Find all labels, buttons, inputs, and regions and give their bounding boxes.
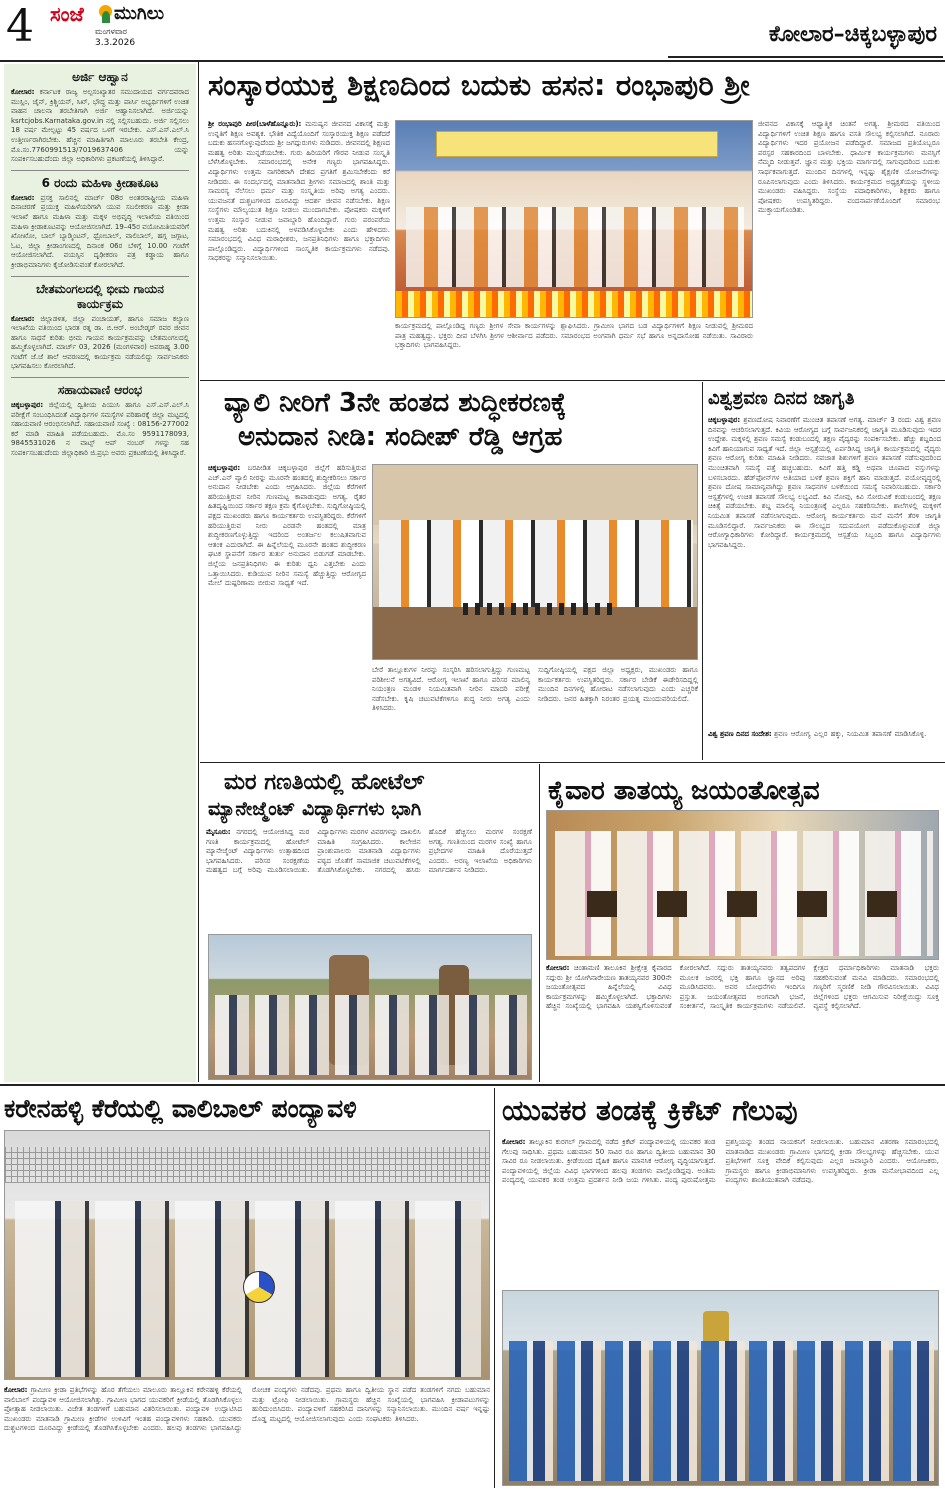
article-5 bbox=[542, 766, 943, 1082]
microphones bbox=[463, 603, 613, 615]
filler-text: ಶ್ರವಣ ಆರೋಗ್ಯ ಎಲ್ಲರ ಹಕ್ಕು, ನಿಯಮಿತ ತಪಾಸಣೆ ಮಾಡಿಸಿಕೊಳ್ಳಿ. bbox=[773, 730, 927, 738]
sidebar-text-4: ಜಿಲ್ಲೆಯಲ್ಲಿ ದ್ವಿತೀಯ ಪಿಯುಸಿ ಹಾಗೂ ಎಸ್.ಎಸ್.ಎಲ್.ಸಿ ಪರೀಕ್ಷೆಗೆ ಸಂಬಂಧಿಸಿದಂತೆ ವಿದ್ಯಾರ್ಥಿಗಳ ಸಮಸ್ಯೆಗಳ ಪರಿಹಾರಕ್ಕೆ ಜಿಲ್ಲಾ ಮಟ್ಟದಲ್ಲಿ ಸಹಾಯವಾಣಿ ಆರಂಭಿಸಲಾಗಿದೆ. ಸಹಾಯವಾಣಿ ಸಂಖ್ಯೆ : 08156-277002 ಕರೆ ಮಾಡಿ ಮಾಹಿತಿ ಪಡೆಯಬಹುದು. ಮೊ.ಸಂ 9591178093, 9845531026 ನ ವಾಟ್ಸ್ ಆಪ್ ನಂಬರ್ ಗಳನ್ನು ಸಹ ಸಂಪರ್ಕಿಸಬಹುದೆಂದು ಜಿಲ್ಲಾಧಿಕಾರಿ ಜಿ.ಪ್ರಭು ಅವರು ಪ್ರಕಟಣೆಯಲ್ಲಿ ತಿಳಿಸಿದ್ದಾರೆ. bbox=[11, 401, 189, 458]
sidebar-dateline-2: ಕೋಲಾರ: bbox=[11, 193, 35, 202]
divider-a6-a7 bbox=[494, 1088, 495, 1488]
article-1-col-3: ಜೀವನದ ವಿಕಾಸಕ್ಕೆ ಆಧ್ಯಾತ್ಮಿಕ ಚಿಂತನೆ ಅಗತ್ಯ. ಶ್ರೀಮಠದ ವತಿಯಿಂದ ವಿದ್ಯಾರ್ಥಿಗಳಿಗೆ ಉಚಿತ ಶಿಕ್ಷಣ ಹಾಗೂ ವಸತಿ ಸೌಲಭ್ಯ ಕಲ್ಪಿಸಲಾಗಿದೆ. ನೂರಾರು ವಿದ್ಯಾರ್ಥಿಗಳು ಇದರ ಪ್ರಯೋಜನ ಪಡೆದಿದ್ದಾರೆ. ಸಮಾಜದ ಪ್ರತಿಯೊಬ್ಬರೂ ಪರಸ್ಪರ ಸಹಕಾರದಿಂದ ಬಾಳಬೇಕು. ಧಾರ್ಮಿಕ ಕಾರ್ಯಕ್ರಮಗಳು ಮನಸ್ಸಿಗೆ ನೆಮ್ಮದಿ ನೀಡುತ್ತವೆ. ಜ್ಞಾನ ಮತ್ತು ಭಕ್ತಿಯ ಮಾರ್ಗದಲ್ಲಿ ಸಾಗುವುದರಿಂದ ಬದುಕು ಸಾರ್ಥಕವಾಗುತ್ತದೆ. ಮುಂದಿನ ದಿನಗಳಲ್ಲಿ ಇನ್ನಷ್ಟು ಶೈಕ್ಷಣಿಕ ಯೋಜನೆಗಳನ್ನು ರೂಪಿಸಲಾಗುವುದು ಎಂದು ತಿಳಿಸಿದರು. ಕಾರ್ಯಕ್ರಮದ ಅಧ್ಯಕ್ಷತೆಯನ್ನು ಸ್ಥಳೀಯ ಮುಖಂಡರು ವಹಿಸಿದ್ದರು. ಸಂಸ್ಥೆಯ ಪದಾಧಿಕಾರಿಗಳು, ಶಿಕ್ಷಕರು ಹಾಗೂ ಪೋಷಕರು ಉಪಸ್ಥಿತರಿದ್ದರು. ವಂದನಾರ್ಪಣೆಯೊಂದಿಗೆ ಸಮಾರಂಭ ಮುಕ್ತಾಯಗೊಂಡಿತು. bbox=[758, 120, 940, 215]
date: 3.3.2026 bbox=[95, 38, 136, 48]
filler-text: ಜಿಲ್ಲಾ ಆಸ್ಪತ್ರೆಯಲ್ಲಿ ಏರ್ಪಡಿಸಿದ್ದ ಜಾಗೃತಿ ಕಾರ್ಯಕ್ರಮದಲ್ಲಿ ವೈದ್ಯರು ಶ್ರವಣ ಆರೋಗ್ಯ ಕುರಿತು ಮಾಹಿತಿ ನೀಡಿದರು. ನವಜಾತ ಶಿಶುಗಳಿಗೆ ಶ್ರವಣ ತಪಾಸಣೆ ನಡೆಸುವುದರಿಂದ ಮುಂಚಿತವಾಗಿ ಸಮಸ್ಯೆ ಪತ್ತೆ ಹಚ್ಚಬಹುದು. ಕಿವಿಗೆ ಹತ್ತಿ ಕಡ್ಡಿ ಅಥವಾ ಚೂಪಾದ ವಸ್ತುಗಳನ್ನು ಬಳಸಬಾರದು. ಹೆಡ್‌ಫೋನ್‌ಗಳ ಅತಿಯಾದ ಬಳಕೆ ಶ್ರವಣ ಶಕ್ತಿಗೆ ಹಾನಿ ಮಾಡುತ್ತದೆ. ವಯೋವೃದ್ಧರಲ್ಲಿ ಶ್ರವಣ ದೋಷ ಸಾಮಾನ್ಯವಾಗಿದ್ದು ಶ್ರವಣ ಸಾಧನಗಳ ಬಳಕೆಯಿಂದ ಸಮಸ್ಯೆ ನಿವಾರಿಸಬಹುದು. ಸರ್ಕಾರಿ ಆಸ್ಪತ್ರೆಗಳಲ್ಲಿ ಉಚಿತ ತಪಾಸಣೆ ಸೌಲಭ್ಯ ಲಭ್ಯವಿದೆ. ಕಿವಿ ನೋವು, ಕಿವಿ ಸೋರುವಿಕೆ ಕಂಡುಬಂದಲ್ಲಿ ತಕ್ಷಣ ಚಿಕಿತ್ಸೆ ಪಡೆಯಬೇಕು. ಶಬ್ದ ಮಾಲಿನ್ಯ ನಿಯಂತ್ರಣಕ್ಕೆ ಎಲ್ಲರೂ ಸಹಕರಿಸಬೇಕು. ಶಾಲೆಗಳಲ್ಲಿ ಮಕ್ಕಳಿಗೆ ನಿಯಮಿತ ತಪಾಸಣೆ ನಡೆಸಲಾಗುವುದು. ಆರೋಗ್ಯ ಕಾರ್ಯಕರ್ತರು ಮನೆ ಮನೆಗೆ ತೆರಳಿ ಜಾಗೃತಿ ಮೂಡಿಸಲಿದ್ದಾರೆ. ಸಾರ್ವಜನಿಕರು ಈ ಸೌಲಭ್ಯದ ಸದುಪಯೋಗ ಪಡೆದುಕೊಳ್ಳುವಂತೆ ಜಿಲ್ಲಾ ಆರೋಗ್ಯಾಧಿಕಾರಿಗಳು ಕೋರಿದ್ದಾರೆ. ಕಾರ್ಯಕ್ರಮದಲ್ಲಿ ಆಸ್ಪತ್ರೆಯ ಸಿಬ್ಬಂದಿ ಹಾಗೂ ವಿದ್ಯಾರ್ಥಿಗಳು ಭಾಗವಹಿಸಿದ್ದರು. bbox=[708, 444, 941, 549]
filler-text: ಪಂದ್ಯಾವಳಿ ಉದ್ಘಾಟಿಸಿದ ಮುಖಂಡರು ಮಾತನಾಡಿ ಗ್ರಾಮೀಣ ಕ್ರೀಡೆಗಳ ಉಳಿವಿಗೆ ಇಂತಹ ಪಂದ್ಯಾವಳಿಗಳು ಸಹಕಾರಿ. ಯುವಕರು ದುಶ್ಚಟಗಳಿಂದ ದೂರವಿದ್ದು ಕ್ರೀಡೆಯಲ್ಲಿ ತೊಡಗಿಸಿಕೊಳ್ಳಬೇಕು ಎಂದರು. ಹಲವು ತಂಡಗಳು ಭಾಗವಹಿಸಿದ್ದು ರೋಚಕ ಪಂದ್ಯಗಳು ನಡೆದವು. ಪ್ರಥಮ ಹಾಗೂ ದ್ವಿತೀಯ ಸ್ಥಾನ ಪಡೆದ ತಂಡಗಳಿಗೆ ನಗದು ಬಹುಮಾನ ಮತ್ತು ಟ್ರೋಫಿ ನೀಡಲಾಯಿತು. ಗ್ರಾಮಸ್ಥರು ಹೆಚ್ಚಿನ ಸಂಖ್ಯೆಯಲ್ಲಿ ಭಾಗವಹಿಸಿ ಕ್ರೀಡಾಪಟುಗಳನ್ನು ಹುರಿದುಂಬಿಸಿದರು. ಪಂದ್ಯಾವಳಿಗೆ ಸಹಕರಿಸಿದ ದಾನಿಗಳನ್ನು ಸನ್ಮಾನಿಸಲಾಯಿತು. ಮುಂದಿನ ವರ್ಷ ಇನ್ನಷ್ಟು ದೊಡ್ಡ ಮಟ್ಟದಲ್ಲಿ ಆಯೋಜಿಸಲಾಗುವುದು ಎಂದು ಸಂಘಟಕರು ತಿಳಿಸಿದರು. bbox=[4, 1386, 490, 1433]
article-6-text: ಗ್ರಾಮೀಣ ಕ್ರೀಡಾ ಪ್ರತಿಭೆಗಳನ್ನು ಹೊರ ತೆಗೆಯಲು ಮಾಲೂರು ತಾಲ್ಲೂಕಿನ ಕರೇನಹಳ್ಳಿ ಕೆರೆಯಲ್ಲಿ ವಾಲಿಬಾಲ್ ಪಂದ್ಯಾವಳಿ ಆಯೋಜಿಸಲಾಗಿತ್ತು. ಗ್ರಾಮೀಣ ಭಾಗದ ಯುವಕರಿಗೆ ಕ್ರೀಡೆಯಲ್ಲಿ ತೊಡಗಿಸಿಕೊಳ್ಳಲು ಪ್ರೋತ್ಸಾಹ ನೀಡಲಾಯಿತು. ವಿಜೇತ ತಂಡಗಳಿಗೆ ಬಹುಮಾನ ವಿತರಿಸಲಾಯಿತು. bbox=[4, 1386, 243, 1414]
article-2 bbox=[202, 384, 700, 759]
article-6-dateline: ಕೋಲಾರ: bbox=[4, 1386, 28, 1394]
article-6-body bbox=[4, 1386, 490, 1486]
article-1-headline: ಸಂಸ್ಕಾರಯುಕ್ತ ಶಿಕ್ಷಣದಿಂದ ಬದುಕು ಹಸನ: ರಂಭಾಪುರಿ ಶ್ರೀ bbox=[208, 68, 750, 102]
divider-a4-a5 bbox=[539, 764, 540, 1082]
press-banner bbox=[373, 465, 698, 525]
people-row bbox=[406, 207, 744, 287]
sidebar-rule bbox=[198, 62, 199, 1082]
article-7-photo bbox=[502, 1290, 939, 1486]
article-4-text: ನಗರದಲ್ಲಿ ಆಯೋಜಿಸಿದ್ದ ಮರ ಗಣತಿ ಕಾರ್ಯಕ್ರಮದಲ್ಲಿ ಹೋಟೆಲ್ ಮ್ಯಾನೇಜ್ಮೆಂಟ್ ವಿದ್ಯಾರ್ಥಿಗಳು ಉತ್ಸಾಹದಿಂದ ಭಾಗವಹಿಸಿದರು. ಪರಿಸರ ಸಂರಕ್ಷಣೆಯ ಮಹತ್ವದ ಬಗ್ಗೆ ಅರಿವು ಮೂಡಿಸಲಾಯಿತು. ವಿದ್ಯಾರ್ಥಿಗಳು ಮರಗಳ ವಿವರಗಳನ್ನು ದಾಖಲಿಸಿ ಮಾಹಿತಿ ಸಂಗ್ರಹಿಸಿದರು. bbox=[206, 828, 421, 875]
article-5-dateline: ಕೋಲಾರ: bbox=[546, 964, 570, 972]
article-5-headline: ಕೈವಾರ ತಾತಯ್ಯ ಜಯಂತೋತ್ಸವ bbox=[548, 776, 820, 806]
sidebar-para-2 bbox=[11, 194, 189, 271]
filler-text: ಕೆರೆಗಳಿಗೆ ಹರಿಯುತ್ತಿರುವ ನೀರು ಎರಡನೇ ಹಂತದಲ್ಲಿ ಮಾತ್ರ ಶುದ್ಧೀಕರಣಗೊಳ್ಳುತ್ತಿದ್ದು ಇದರಿಂದ ಅಂತರ್ಜಲ ಕಲುಷಿತವಾಗುವ ಆತಂಕ ಎದುರಾಗಿದೆ. ಈ ಹಿನ್ನೆಲೆಯಲ್ಲಿ ಮೂರನೇ ಹಂತದ ಶುದ್ಧೀಕರಣ ಘಟಕ ಸ್ಥಾಪನೆಗೆ ಸರ್ಕಾರ ತುರ್ತು ಅನುದಾನ ಬಿಡುಗಡೆ ಮಾಡಬೇಕು. ಜಿಲ್ಲೆಯ ಜನಪ್ರತಿನಿಧಿಗಳು ಈ ಕುರಿತು ಧ್ವನಿ ಎತ್ತಬೇಕು ಎಂದು ಒತ್ತಾಯಿಸಿದರು. ಕುಡಿಯುವ ನೀರಿನ ಸಮಸ್ಯೆ ಹೆಚ್ಚುತ್ತಿದ್ದು ಆರೋಗ್ಯದ ಮೇಲೆ ದುಷ್ಪರಿಣಾಮ ಬೀರುವ ಸಾಧ್ಯತೆ ಇದೆ. bbox=[208, 511, 366, 588]
article-5-body bbox=[546, 964, 939, 1080]
filler-text: ಈ ಸಂದರ್ಭದಲ್ಲಿ ಮಾತನಾಡಿದ ಶ್ರೀಗಳು ಸಮಾಜದಲ್ಲಿ ಶಾಂತಿ ಮತ್ತು ಸಾಮರಸ್ಯ ನೆಲೆಸಲು ಧರ್ಮ ಮತ್ತು ಸಂಸ್ಕೃತಿಯ ಅರಿವು ಅಗತ್ಯ ಎಂದರು. ಯುವಜನತೆ ದುಶ್ಚಟಗಳಿಂದ ದೂರವಿದ್ದು ಆದರ್ಶ ಜೀವನ ನಡೆಸಬೇಕು. ಶಿಕ್ಷಣ ಸಂಸ್ಥೆಗಳು ಮೌಲ್ಯಯುತ ಶಿಕ್ಷಣ ನೀಡಲು ಮುಂದಾಗಬೇಕು. ಪೋಷಕರು ಮಕ್ಕಳಿಗೆ ಉತ್ತಮ ಸಂಸ್ಕಾರ ನೀಡುವ ಜವಾಬ್ದಾರಿ ಹೊಂದಿದ್ದಾರೆ. ಗುರು ಪರಂಪರೆಯ ಮಹತ್ವ ಅರಿತು ಬದುಕಿನಲ್ಲಿ ಅಳವಡಿಸಿಕೊಳ್ಳಬೇಕು ಎಂದು ಹೇಳಿದರು. ಸಮಾರಂಭದಲ್ಲಿ ವಿವಿಧ ಮಠಾಧೀಶರು, ಜನಪ್ರತಿನಿಧಿಗಳು ಹಾಗೂ ಭಕ್ತಾದಿಗಳು ಪಾಲ್ಗೊಂಡಿದ್ದರು. ವಿದ್ಯಾರ್ಥಿಗಳಿಂದ ಸಾಂಸ್ಕೃತಿಕ ಕಾರ್ಯಕ್ರಮಗಳು ನಡೆದವು. ಸಾಧಕರನ್ನು ಸನ್ಮಾನಿಸಲಾಯಿತು. bbox=[208, 177, 390, 263]
team-group bbox=[509, 1341, 934, 1481]
article-4-headline-2: ಮ್ಯಾನೇಜ್ಮೆಂಟ್ ವಿದ್ಯಾರ್ಥಿಗಳು ಭಾಗಿ bbox=[208, 798, 422, 820]
sidebar-dateline-4: ಚಿಕ್ಕಬಳ್ಳಾಪುರ: bbox=[11, 401, 44, 410]
divider bbox=[11, 377, 189, 378]
sidebar-para-3 bbox=[11, 315, 189, 373]
article-4 bbox=[202, 766, 536, 1082]
people-row bbox=[379, 520, 693, 610]
weekday: ಮಂಗಳವಾರ bbox=[95, 27, 128, 36]
article-2-headline-1: ವ್ಯಾಲಿ ನೀರಿಗೆ 3ನೇ ಹಂತದ ಶುದ್ಧೀಕರಣಕ್ಕೆ bbox=[224, 388, 567, 418]
article-4-headline-1: ಮರ ಗಣತಿಯಲ್ಲಿ ಹೋಟೆಲ್ bbox=[224, 770, 425, 795]
logo-left: ಸಂಜೆ bbox=[50, 2, 84, 26]
filler-text: ಸದ್ಗುರು ತಾತಯ್ಯನವರು ತತ್ವಪದಗಳ ಮೂಲಕ ಜನರಲ್ಲಿ ಭಕ್ತಿ ಹಾಗೂ ಜ್ಞಾನದ ಅರಿವು ಮೂಡಿಸಿದವರು. ಅವರ ಬೋಧನೆಗಳು ಇಂದಿಗೂ ಪ್ರಸ್ತುತ. ಜಯಂತೋತ್ಸವದ ಅಂಗವಾಗಿ ಭಜನೆ, ಸಂಕೀರ್ತನೆ, ಸಾಂಸ್ಕೃತಿಕ ಕಾರ್ಯಕ್ರಮಗಳು ನಡೆಯಲಿವೆ. ಕ್ಷೇತ್ರದ ಧರ್ಮಾಧಿಕಾರಿಗಳು ಮಾತನಾಡಿ ಭಕ್ತರು ಸಹಕರಿಸುವಂತೆ ಮನವಿ ಮಾಡಿದರು. ಸಮಾರಂಭದಲ್ಲಿ ಗಣ್ಯರಿಗೆ ಸ್ಮರಣಿಕೆ ನೀಡಿ ಗೌರವಿಸಲಾಯಿತು. ವಿವಿಧ ಜಿಲ್ಲೆಗಳಿಂದ ಭಕ್ತರು ಆಗಮಿಸುವ ನಿರೀಕ್ಷೆಯಿದ್ದು ಸೂಕ್ತ ವ್ಯವಸ್ಥೆ ಕಲ್ಪಿಸಲಾಗಿದೆ. bbox=[679, 964, 939, 1011]
article-1-photo bbox=[395, 120, 753, 318]
article-1-col-2b: ಕಾರ್ಯಕ್ರಮದಲ್ಲಿ ಪಾಲ್ಗೊಂಡಿದ್ದ ಗಣ್ಯರು ಶ್ರೀಗಳ ಸೇವಾ ಕಾರ್ಯಗಳನ್ನು ಶ್ಲಾಘಿಸಿದರು. ಗ್ರಾಮೀಣ ಭಾಗದ ಬಡ ವಿದ್ಯಾರ್ಥಿಗಳಿಗೆ ಶಿಕ್ಷಣ ನೀಡುವಲ್ಲಿ ಶ್ರೀಮಠದ ಪಾತ್ರ ಮಹತ್ವದ್ದು. ಭಕ್ತರು ದೀಪ ಬೆಳಗಿಸಿ ಶ್ರೀಗಳ ಆಶೀರ್ವಾದ ಪಡೆದರು. ಸಮಾರಂಭದ ಅಂಗವಾಗಿ ಧರ್ಮ ಸಭೆ ಹಾಗೂ ಅನ್ನದಾಸೋಹ ನಡೆಯಿತು. ಸಾವಿರಾರು ಭಕ್ತಾದಿಗಳು ಭಾಗವಹಿಸಿದ್ದರು. bbox=[395, 322, 753, 350]
volleyball bbox=[243, 1271, 275, 1303]
divider-bottom bbox=[0, 1084, 945, 1086]
sidebar-heading-2: 6 ರಂದು ಮಹಿಳಾ ಕ್ರೀಡಾಕೂಟ bbox=[41, 175, 159, 190]
divider-a2 bbox=[200, 762, 945, 763]
article-2-dateline: ಚಿಕ್ಕಬಳ್ಳಾಪುರ: bbox=[208, 464, 241, 472]
sidebar-heading-1: ಅರ್ಜಿ ಆಹ್ವಾನ bbox=[72, 70, 128, 84]
photo-frames bbox=[587, 891, 907, 917]
article-6-headline: ಕರೇನಹಳ್ಳಿ ಕೆರೆಯಲ್ಲಿ ವಾಲಿಬಾಲ್ ಪಂದ್ಯಾವಳಿ bbox=[4, 1094, 357, 1123]
article-1-dateline: ಶ್ರೀ ರಂಭಾಪುರಿ ಪೀಠ(ಬಾಳೆಹೊನ್ನೂರು): bbox=[208, 120, 302, 128]
article-1-col-1 bbox=[208, 120, 390, 376]
article-7-body bbox=[502, 1138, 939, 1284]
sidebar-text-3: ಜಿಲ್ಲಾಡಳಿತ, ಜಿಲ್ಲಾ ಪಂಚಾಯತ್, ಹಾಗೂ ಸಮಾಜ ಕಲ್ಯಾಣ ಇಲಾಖೆಯ ವತಿಯಿಂದ ಭಾರತ ರತ್ನ ಡಾ. ಬಿ.ಆರ್. ಅಂಬೇಡ್ಕರ್ ರವರ ಜೀವನ ಹಾಗೂ ಸಾಧನೆ ಕುರಿತು ಭೀಮ ಗಾಯನ ಕಾರ್ಯಕ್ರಮವನ್ನು ಬೇತಮಂಗಲದಲ್ಲಿ ಹಮ್ಮಿಕೊಳ್ಳಲಾಗಿದೆ. ಮಾರ್ಚ್ 03, 2026 (ಮಂಗಳವಾರ) ಅಪರಾಹ್ನ 3.00 ಗಂಟೆಗೆ ಜೆ.ಜೆ ಶಾಲೆ ಆವರಣದಲ್ಲಿ ಕಾರ್ಯಕ್ರಮ ನಡೆಯಲಿದ್ದು ಸಾರ್ವಜನಿಕರು ಭಾಗವಹಿಸಲು ಕೋರಲಾಗಿದೆ. bbox=[11, 314, 189, 371]
article-4-dateline: ಮೈಸೂರು: bbox=[206, 828, 231, 836]
article-3 bbox=[706, 384, 943, 759]
divider-a2-a3 bbox=[702, 382, 703, 760]
article-7-headline: ಯುವಕರ ತಂಡಕ್ಕೆ ಕ್ರಿಕೆಟ್ ಗೆಲುವು bbox=[502, 1094, 798, 1127]
article-2-headline-2: ಅನುದಾನ ನೀಡಿ: ಸಂದೀಪ್ ರೆಡ್ಡಿ ಆಗ್ರಹ bbox=[238, 422, 563, 452]
article-1 bbox=[202, 64, 942, 378]
article-6-photo bbox=[4, 1130, 490, 1380]
stage-banner bbox=[436, 131, 718, 157]
article-3-footer bbox=[708, 730, 941, 758]
section-banner bbox=[668, 18, 943, 58]
logo-right: ಮುಗಿಲು bbox=[114, 3, 165, 24]
filler-text: ಕಾಲೇಜಿನ ಪ್ರಾಂಶುಪಾಲರು ಮಾತನಾಡಿ ವಿದ್ಯಾರ್ಥಿಗಳು ಪಠ್ಯದ ಜೊತೆಗೆ ಸಾಮಾಜಿಕ ಚಟುವಟಿಕೆಗಳಲ್ಲಿ ತೊಡಗಿಸಿಕೊಳ್ಳಬೇಕು. ನಗರದಲ್ಲಿ ಹಸಿರು ಹೊದಿಕೆ ಹೆಚ್ಚಿಸಲು ಮರಗಳ ಸಂರಕ್ಷಣೆ ಅಗತ್ಯ. ಗಣತಿಯಿಂದ ಮರಗಳ ಸಂಖ್ಯೆ ಹಾಗೂ ಪ್ರಭೇದಗಳ ಮಾಹಿತಿ ದೊರೆಯುತ್ತದೆ ಎಂದರು. ಅರಣ್ಯ ಇಲಾಖೆಯ ಅಧಿಕಾರಿಗಳು ಮಾರ್ಗದರ್ಶನ ನೀಡಿದರು. bbox=[317, 828, 532, 875]
article-2-col-3: ಸುದ್ದಿಗೋಷ್ಠಿಯಲ್ಲಿ ಪಕ್ಷದ ಜಿಲ್ಲಾ ಅಧ್ಯಕ್ಷರು, ಮುಖಂಡರು ಹಾಗೂ ಕಾರ್ಯಕರ್ತರು ಉಪಸ್ಥಿತರಿದ್ದರು. ಸರ್ಕಾರ ಬೇಡಿಕೆ ಈಡೇರಿಸದಿದ್ದಲ್ಲಿ ಮುಂದಿನ ದಿನಗಳಲ್ಲಿ ಹೋರಾಟ ನಡೆಸಲಾಗುವುದು ಎಂದು ಎಚ್ಚರಿಕೆ ನೀಡಿದರು. ಜನರ ಹಿತಕ್ಕಾಗಿ ನಿರಂತರ ಪ್ರಯತ್ನ ಮುಂದುವರಿಯಲಿದೆ. bbox=[538, 666, 698, 703]
article-3-footer-label: ವಿಶ್ವ ಶ್ರವಣ ದಿನದ ಸಂದೇಶ: bbox=[708, 730, 772, 738]
palm-icon bbox=[102, 11, 110, 23]
masthead-logo bbox=[50, 2, 200, 30]
divider bbox=[11, 170, 189, 171]
sidebar bbox=[4, 64, 196, 1082]
article-3-text: ಶ್ರವಣದೋಷ ನಿವಾರಣೆಗೆ ಮುಂಚಿತ ತಪಾಸಣೆ ಅಗತ್ಯ. ಮಾರ್ಚ್ 3 ರಂದು ವಿಶ್ವ ಶ್ರವಣ ದಿನವನ್ನು ಆಚರಿಸಲಾಗುತ್ತದೆ. ಕಿವಿಯ ಆರೋಗ್ಯದ ಬಗ್ಗೆ ಸಾರ್ವಜನಿಕರಲ್ಲಿ ಜಾಗೃತಿ ಮೂಡಿಸುವುದು ಇದರ ಉದ್ದೇಶ. ಮಕ್ಕಳಲ್ಲಿ ಶ್ರವಣ ಸಮಸ್ಯೆ ಕಂಡುಬಂದಲ್ಲಿ ತಕ್ಷಣ ವೈದ್ಯರನ್ನು ಸಂಪರ್ಕಿಸಬೇಕು. ಹೆಚ್ಚು ಶಬ್ದದಿಂದ ಕಿವಿಗೆ ಹಾನಿಯಾಗುವ ಸಾಧ್ಯತೆ ಇದೆ. bbox=[708, 416, 941, 453]
students-group bbox=[215, 995, 527, 1075]
volleyball-net bbox=[5, 1147, 490, 1183]
divider-a1 bbox=[200, 380, 945, 381]
article-7-dateline: ಕೋಲಾರ: bbox=[502, 1138, 526, 1146]
flower-decor bbox=[396, 291, 752, 317]
section-title: ಕೋಲಾರ–ಚಿಕ್ಕಬಳ್ಳಾಪುರ bbox=[768, 22, 937, 47]
article-2-photo bbox=[372, 464, 698, 660]
article-5-photo bbox=[546, 810, 939, 960]
sidebar-heading-3: ಬೇತಮಂಗಲದಲ್ಲಿ ಭೀಮ ಗಾಯನ ಕಾರ್ಯಕ್ರಮ bbox=[36, 281, 164, 311]
divider bbox=[11, 276, 189, 277]
article-3-dateline: ಚಿಕ್ಕಬಳ್ಳಾಪುರ: bbox=[708, 416, 741, 424]
sidebar-dateline-1: ಕೋಲಾರ: bbox=[11, 88, 35, 96]
article-6 bbox=[4, 1088, 490, 1488]
article-2-col-2: ಬೇರೆ ತಾಲ್ಲೂಕುಗಳ ನೀರನ್ನು ಸಂಸ್ಕರಿಸಿ ಹರಿಸಲಾಗುತ್ತಿದ್ದು ಗುಣಮಟ್ಟ ಪರಿಶೀಲನೆ ಅಗತ್ಯವಿದೆ. ಆರೋಗ್ಯ ಇಲಾಖೆ ಹಾಗೂ ಪರಿಸರ ಮಾಲಿನ್ಯ ನಿಯಂತ್ರಣ ಮಂಡಳಿ ನಿಯಮಿತವಾಗಿ ನೀರಿನ ಮಾದರಿ ಪರೀಕ್ಷೆ ನಡೆಸಬೇಕು. ಕೃಷಿ ಚಟುವಟಿಕೆಗಳಿಗೂ ಶುದ್ಧ ನೀರು ಅಗತ್ಯ ಎಂದು ತಿಳಿಸಿದರು. bbox=[372, 666, 530, 713]
article-7-text: ತಾಲ್ಲೂಕಿನ ಕುರಗಲ್ ಗ್ರಾಮದಲ್ಲಿ ನಡೆದ ಕ್ರಿಕೆಟ್ ಪಂದ್ಯಾವಳಿಯಲ್ಲಿ ಯುವಕರ ತಂಡ ಗೆಲುವು ಸಾಧಿಸಿತು. ಪ್ರಥಮ ಬಹುಮಾನ 50 ಸಾವಿರ ರೂ ಹಾಗೂ ದ್ವಿತೀಯ ಬಹುಮಾನ 30 ಸಾವಿರ ರೂ ನೀಡಲಾಯಿತು. ಕ್ರೀಡೆಯಿಂದ ದೈಹಿಕ ಹಾಗೂ ಮಾನಸಿಕ ಆರೋಗ್ಯ ವೃದ್ಧಿಯಾಗುತ್ತದೆ. bbox=[502, 1138, 716, 1166]
article-7 bbox=[498, 1088, 943, 1488]
article-1-text: ಮನುಷ್ಯನ ಜೀವನದ ವಿಕಾಸಕ್ಕೆ ಮತ್ತು ಉನ್ನತಿಗೆ ಶಿಕ್ಷಣ ಅವಶ್ಯಕ. ಭೌತಿಕ ವಿದ್ಯೆಯೊಂದಿಗೆ ಸಂಸ್ಕಾರಯುಕ್ತ ಶಿಕ್ಷಣ ಪಡೆದರೆ ಬದುಕು ಹಸನಗೊಳ್ಳುವುದೆಂದು ಶ್ರೀ ಜಗದ್ಗುರುಗಳು ನುಡಿದರು. ಜೀವನದಲ್ಲಿ ಶಿಕ್ಷಣದ ಮಹತ್ವ ಅರಿತು ಮುನ್ನಡೆಯಬೇಕು. ಗುರು ಹಿರಿಯರಿಗೆ ಗೌರವ ನೀಡುವ ಸಂಸ್ಕೃತಿ ಬೆಳೆಸಿಕೊಳ್ಳಬೇಕು. ಸಮಾರಂಭದಲ್ಲಿ ಅನೇಕ ಗಣ್ಯರು ಭಾಗವಹಿಸಿದ್ದರು. ವಿದ್ಯಾರ್ಥಿಗಳು ಉತ್ತಮ ನಾಗರಿಕರಾಗಿ ದೇಶದ ಪ್ರಗತಿಗೆ ಶ್ರಮಿಸಬೇಕೆಂದು ಕರೆ ನೀಡಿದರು. bbox=[208, 120, 390, 186]
masthead bbox=[0, 0, 945, 60]
sidebar-para-4 bbox=[11, 401, 189, 459]
article-4-photo bbox=[208, 934, 532, 1080]
sidebar-text-1: ಕರ್ನಾಟಕ ರಾಜ್ಯ ಅಲ್ಪಸಂಖ್ಯಾತರ ಸಮುದಾಯದ ವರ್ಗದವರಾದ ಮುಸ್ಲಿಂ, ಜೈನ್, ಕ್ರಿಶ್ಚಿಯನ್, ಸಿಖ್, ಭೌದ್ಧ ಮತ್ತು ಪಾರ್ಸಿ ಅಭ್ಯರ್ಥಿಗಳಿಗೆ ಉಚಿತ ವಾಹನ ಚಾಲನಾ ತರಬೇತಿಗಾಗಿ ಅರ್ಜಿ ಆಹ್ವಾನಿಸಲಾಗಿದೆ. ಅರ್ಜಿಯನ್ನು ksrtcjobs.Karnataka.gov.in ನಲ್ಲಿ ಸಲ್ಲಿಸಬಹುದು. ಅರ್ಜಿ ಸಲ್ಲಿಸಲು 18 ವರ್ಷ ಮೇಲ್ಪಟ್ಟು 45 ವರ್ಷದ ಒಳಗೆ ಇರಬೇಕು. ಎಸ್.ಎಸ್.ಎಲ್.ಸಿ ಉತ್ತೀರ್ಣರಾಗಿರಬೇಕು. ಹೆಚ್ಚಿನ ಮಾಹಿತಿಗಾಗಿ ಮಾಲೂರು ತರಬೇತಿ ಕೇಂದ್ರ, ಮೊ.ಸಂ.7760991513/7019637406 ಯನ್ನು ಸಂಪರ್ಕಿಸಬಹುದೆಂದು ಜಿಲ್ಲಾ ಅಧಿಕಾರಿಗಳು ಪ್ರಕಟಣೆಯಲ್ಲಿ ತಿಳಿಸಿದ್ದಾರೆ. bbox=[11, 88, 189, 164]
article-3-headline: ವಿಶ್ವಶ್ರವಣ ದಿನದ ಜಾಗೃತಿ bbox=[708, 388, 855, 409]
sidebar-heading-4: ಸಹಾಯವಾಣಿ ಆರಂಭ bbox=[57, 383, 143, 398]
sidebar-dateline-3: ಕೋಲಾರ: bbox=[11, 314, 35, 323]
masthead-rule bbox=[0, 60, 945, 62]
article-5-text: ಚಿಂತಾಮಣಿ ತಾಲೂಕಿನ ಶ್ರೀಕ್ಷೇತ್ರ ಕೈವಾರದ ಸದ್ಗುರು ಶ್ರೀ ಯೋಗಿನಾರೇಯಣ ತಾತಯ್ಯನವರ 300ನೇ ಜಯಂತೋತ್ಸವದ ಹಿನ್ನೆಲೆಯಲ್ಲಿ ವಿವಿಧ ಕಾರ್ಯಕ್ರಮಗಳನ್ನು ಹಮ್ಮಿಕೊಳ್ಳಲಾಗಿದೆ. ಭಕ್ತಾದಿಗಳು ಹೆಚ್ಚಿನ ಸಂಖ್ಯೆಯಲ್ಲಿ ಭಾಗವಹಿಸಿ ಯಶಸ್ವಿಗೊಳಿಸುವಂತೆ ಕೋರಲಾಗಿದೆ. bbox=[546, 964, 712, 1011]
filler-text: ಪಂದ್ಯಾವಳಿಯಲ್ಲಿ ಜಿಲ್ಲೆಯ ವಿವಿಧ ಭಾಗಗಳಿಂದ ಹಲವು ತಂಡಗಳು ಪಾಲ್ಗೊಂಡಿದ್ದವು. ಅಂತಿಮ ಪಂದ್ಯದಲ್ಲಿ ಯುವಕರ ತಂಡ ಉತ್ತಮ ಪ್ರದರ್ಶನ ನೀಡಿ ಜಯ ಗಳಿಸಿತು. ಪಂದ್ಯ ಪುರುಷೋತ್ತಮ ಪ್ರಶಸ್ತಿಯನ್ನು ತಂಡದ ನಾಯಕನಿಗೆ ನೀಡಲಾಯಿತು. ಬಹುಮಾನ ವಿತರಣಾ ಸಮಾರಂಭದಲ್ಲಿ ಮಾತನಾಡಿದ ಮುಖಂಡರು ಗ್ರಾಮೀಣ ಭಾಗದಲ್ಲಿ ಕ್ರೀಡಾ ಸೌಲಭ್ಯಗಳನ್ನು ಹೆಚ್ಚಿಸಬೇಕು. ಯುವ ಪ್ರತಿಭೆಗಳಿಗೆ ಸೂಕ್ತ ವೇದಿಕೆ ಕಲ್ಪಿಸುವುದು ಎಲ್ಲರ ಜವಾಬ್ದಾರಿ ಎಂದರು. ಆಯೋಜಕರು, ಗ್ರಾಮಸ್ಥರು ಹಾಗೂ ಕ್ರೀಡಾಭಿಮಾನಿಗಳು ಉಪಸ್ಥಿತರಿದ್ದರು. ಕ್ರೀಡಾ ಮನೋಭಾವದಿಂದ ಎಲ್ಲ ಪಂದ್ಯಗಳು ಶಾಂತಿಯುತವಾಗಿ ನಡೆದವು. bbox=[502, 1138, 939, 1185]
article-3-body bbox=[708, 416, 941, 728]
sidebar-text-2: ಪ್ರಸಕ್ತ ಸಾಲಿನಲ್ಲಿ ಮಾರ್ಚ್ 08ರ ಅಂತರರಾಷ್ಟ್ರೀಯ ಮಹಿಳಾ ದಿನಾಚರಣೆ ಪ್ರಯುಕ್ತ ಮಹಿಳೆಯರಿಗಾಗಿ ಯುವ ಸಬಲೀಕರಣ ಮತ್ತು ಕ್ರೀಡಾ ಇಲಾಖೆ ಹಾಗೂ ಮಹಿಳಾ ಮತ್ತು ಮಕ್ಕಳ ಅಭಿವೃದ್ಧಿ ಇಲಾಖೆಯ ವತಿಯಿಂದ ಮಹಿಳಾ ಕ್ರೀಡಾಕೂಟವನ್ನು ಆಯೋಜಿಸಲಾಗಿದೆ. 19–45ರ ವಯೋಮಿತಿಯವರಿಗೆ ಖೋಖೋ, ಬಾಲ್ ಬ್ಯಾಡ್ಮಿಂಟನ್, ಥ್ರೋಬಾಲ್, ವಾಲಿಬಾಲ್, ಹಗ್ಗ ಜಗ್ಗಾಟ, ಓಟ, ಜಿಲ್ಲಾ ಕ್ರೀಡಾಂಗಣದಲ್ಲಿ ದಿನಾಂಕ 06ರ ಬೆಳಿಗ್ಗೆ 10.00 ಗಂಟೆಗೆ ಆಯೋಜಿಸಲಾಗಿದೆ. ವಯಸ್ಸಿನ ದೃಢೀಕರಣ ಪತ್ರ ಕಡ್ಡಾಯ ಹಾಗೂ ಕ್ರೀಡಾಭಿಮಾನಿಗಳು ಕೈಜೋಡಿಸುವಂತೆ ಕೋರಲಾಗಿದೆ. bbox=[11, 193, 189, 269]
page-number: 4 bbox=[6, 2, 34, 52]
article-2-col-1 bbox=[208, 464, 366, 756]
sidebar-para-1 bbox=[11, 88, 189, 165]
article-4-body bbox=[206, 828, 532, 930]
article-2-text: ಬರಪೀಡಿತ ಚಿಕ್ಕಬಳ್ಳಾಪುರ ಜಿಲ್ಲೆಗೆ ಹರಿಸುತ್ತಿರುವ ಎಚ್.ಎನ್ ವ್ಯಾಲಿ ನೀರನ್ನು ಮೂರನೇ ಹಂತದಲ್ಲಿ ಶುದ್ಧೀಕರಿಸಲು ಸರ್ಕಾರ ಅನುದಾನ ನೀಡಬೇಕು ಎಂದು ಆಗ್ರಹಿಸಿದರು. ಜಿಲ್ಲೆಯ ಕೆರೆಗಳಿಗೆ ಹರಿಯುತ್ತಿರುವ ನೀರಿನ ಗುಣಮಟ್ಟ ಕಾಪಾಡುವುದು ಅಗತ್ಯ. ರೈತರ ಹಿತದೃಷ್ಟಿಯಿಂದ ಸರ್ಕಾರ ತಕ್ಷಣ ಕ್ರಮ ಕೈಗೊಳ್ಳಬೇಕು. ಸುದ್ದಿಗೋಷ್ಠಿಯಲ್ಲಿ ಪಕ್ಷದ ಮುಖಂಡರು ಹಾಗೂ ಕಾರ್ಯಕರ್ತರು ಉಪಸ್ಥಿತರಿದ್ದರು. bbox=[208, 464, 366, 520]
